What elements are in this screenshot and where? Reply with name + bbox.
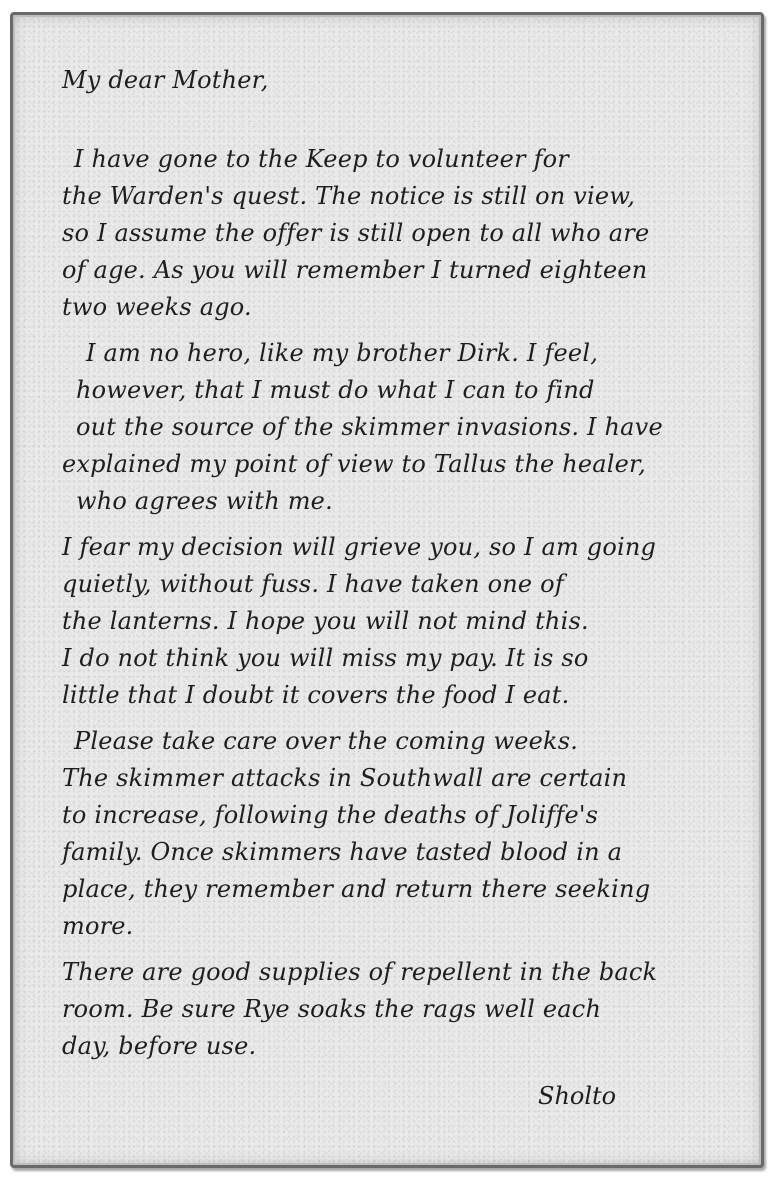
letter-line: place, they remember and return there seeking: [62, 875, 651, 903]
letter-line: The skimmer attacks in Southwall are certain: [62, 764, 628, 792]
paragraph-3: [62, 529, 732, 714]
letter-line: I have gone to the Keep to volunteer for: [74, 145, 569, 173]
salutation: My dear Mother,: [62, 66, 269, 94]
letter-line: day, before use.: [62, 1032, 257, 1060]
letter-line: out the source of the skimmer invasions. I have: [76, 413, 663, 441]
letter-line: to increase, following the deaths of Joliffe's: [62, 801, 599, 829]
letter-line: of age. As you will remember I turned eighteen: [62, 256, 648, 284]
letter-line: room. Be sure Rye soaks the rags well each: [62, 995, 602, 1023]
letter-line: I am no hero, like my brother Dirk. I feel,: [86, 339, 599, 367]
letter-body: [62, 62, 732, 1074]
letter-line: who agrees with me.: [76, 487, 333, 515]
letter-line: quietly, without fuss. I have taken one of: [62, 570, 564, 598]
letter-line: the Warden's quest. The notice is still on view,: [62, 182, 636, 210]
letter-line: I do not think you will miss my pay. It is so: [62, 644, 589, 672]
paragraph-5: [62, 954, 732, 1065]
letter-line: more.: [62, 912, 134, 940]
letter-line: family. Once skimmers have tasted blood in a: [62, 838, 623, 866]
paragraph-4: [62, 723, 732, 945]
letter-line: I fear my decision will grieve you, so I am going: [62, 533, 657, 561]
letter-line: Please take care over the coming weeks.: [74, 727, 579, 755]
letter-line: There are good supplies of repellent in the back: [62, 958, 658, 986]
paragraph-1: [62, 141, 732, 326]
letter-line: the lanterns. I hope you will not mind this.: [62, 607, 589, 635]
letter-line: little that I doubt it covers the food I eat.: [62, 681, 570, 709]
letter-line: so I assume the offer is still open to all who are: [62, 219, 650, 247]
letter-line: explained my point of view to Tallus the healer,: [62, 450, 646, 478]
paragraph-2: [62, 335, 732, 520]
letter-line: however, that I must do what I can to find: [76, 376, 595, 404]
letter-line: two weeks ago.: [62, 293, 252, 321]
signature: Sholto: [538, 1082, 617, 1110]
